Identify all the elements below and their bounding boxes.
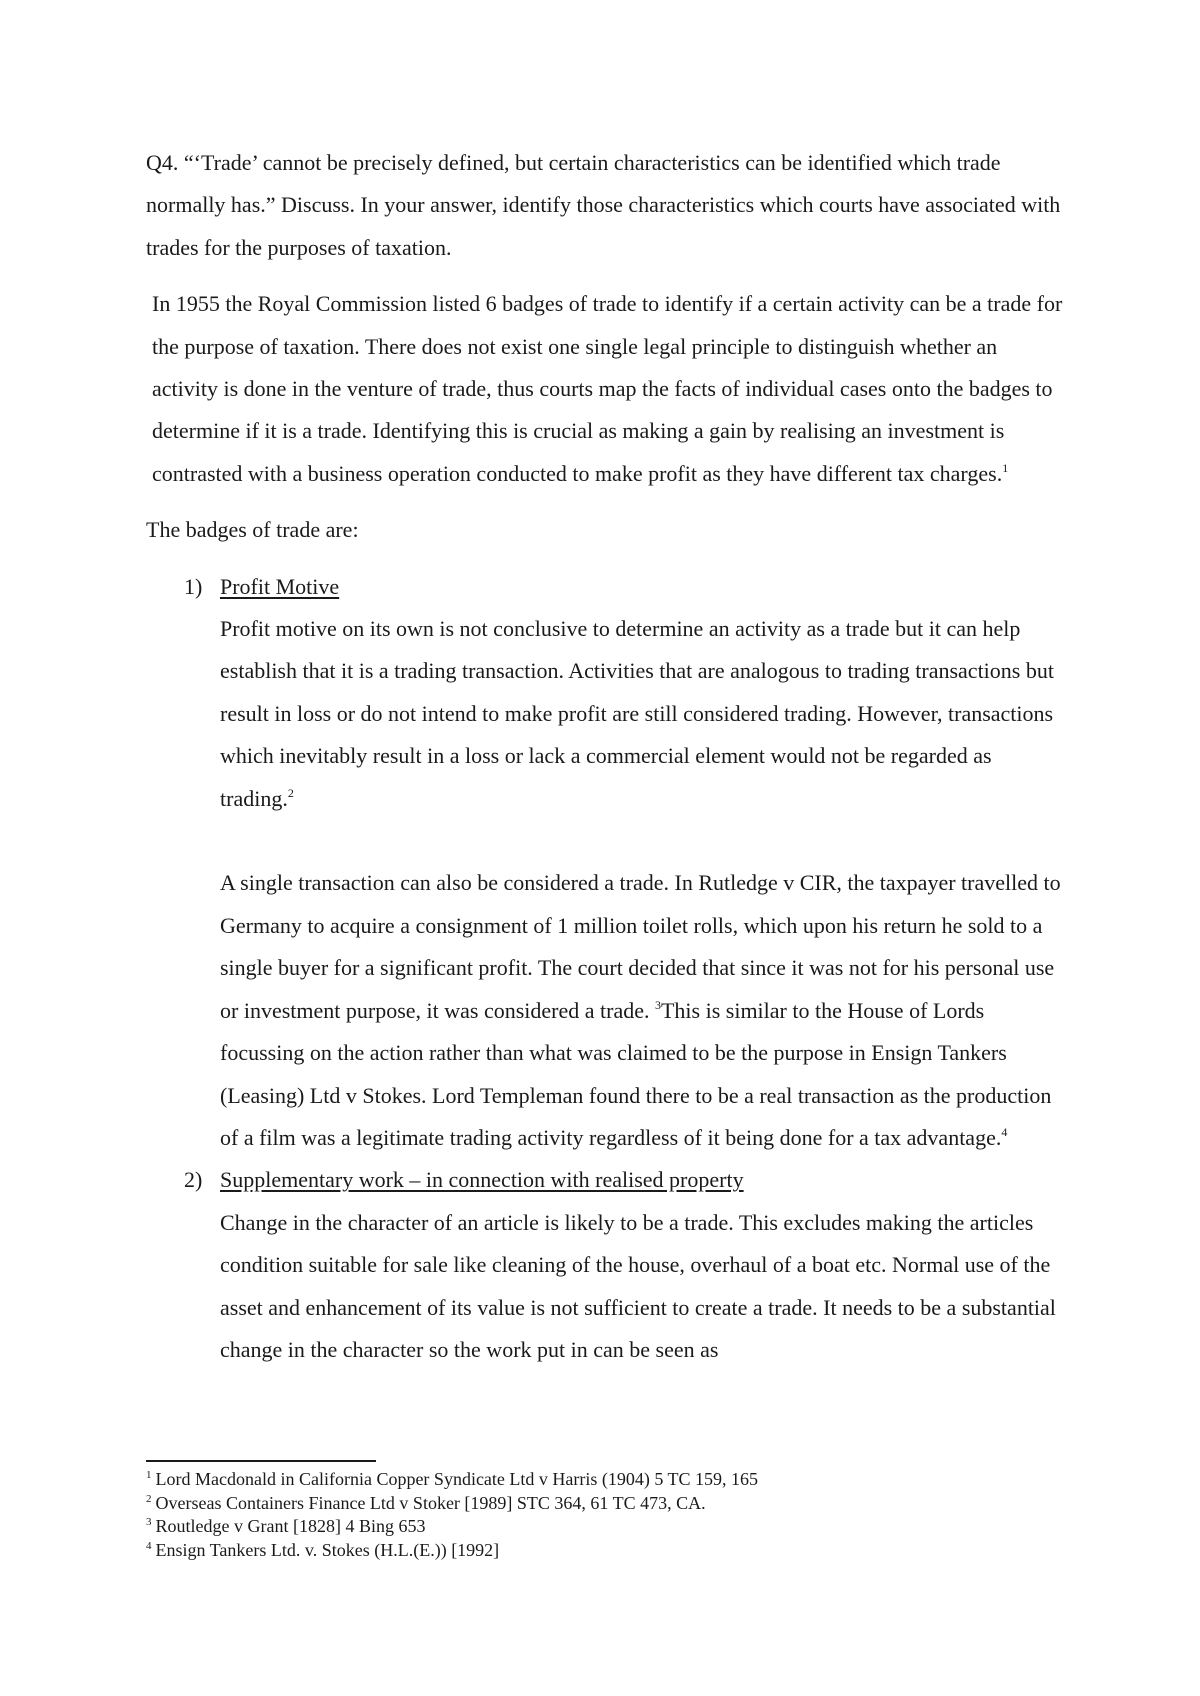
- footnote-number: 2: [146, 1492, 152, 1505]
- badge-paragraph: [220, 862, 1066, 1159]
- badge-paragraph: [220, 608, 1066, 820]
- list-item-supplementary-work: [146, 1159, 1066, 1371]
- question-paragraph: Q4. “‘Trade’ cannot be precisely defined, but certain characteristics can be identified which trade normally has.” Discuss. In your answer, identify those characteristics which courts have associated with trades for the purposes of taxation.: [146, 150, 1061, 260]
- badge-paragraph-text: This is similar to the House of Lords focussing on the action rather than what was claimed to be the purpose in Ensign Tankers (Leasing) Ltd v Stokes. Lord Templeman found there to be a real transaction as the production of a film was a legitimate trading activity regardless of it being done for a tax advantage.: [220, 997, 1052, 1150]
- badges-intro: The badges of trade are:: [146, 517, 359, 543]
- footnote-ref-4[interactable]: 4: [1001, 1124, 1008, 1139]
- badge-heading: Supplementary work – in connection with realised property: [220, 1167, 744, 1193]
- footnote-text: Lord Macdonald in California Copper Syndicate Ltd v Harris (1904) 5 TC 159, 165: [155, 1469, 759, 1489]
- footnote-text: Routledge v Grant [1828] 4 Bing 653: [155, 1516, 426, 1536]
- list-number: 1): [184, 573, 203, 599]
- document-body: [146, 142, 1066, 1371]
- list-item-profit-motive: [146, 566, 1066, 1160]
- badge-paragraph: Change in the character of an article is likely to be a trade. This excludes making the articles condition suitable for sale like cleaning of the house, overhaul of a boat etc. Normal use of the asset and enhancement of its value is not sufficient to create a trade. It needs to be a substantial change in the character so the work put in can be seen as: [220, 1209, 1056, 1362]
- footnote-number: 3: [146, 1516, 152, 1528]
- paragraph-gap: [220, 820, 1066, 862]
- badge-heading: Profit Motive: [220, 573, 340, 599]
- footnotes-section: [146, 1460, 1066, 1562]
- footnote-ref-3[interactable]: 3: [654, 997, 661, 1012]
- badge-paragraph-text: Profit motive on its own is not conclusive to determine an activity as a trade but it can help establish that it is a trading transaction. Activities that are analogous to trading transactions but result in loss or do not intend to make profit are still considered trading. However, transactions which inevitably result in a loss or lack a commercial element would not be regarded as trading.: [220, 616, 1054, 811]
- footnote-separator: [146, 1460, 376, 1462]
- footnote-ref-2[interactable]: 2: [287, 785, 294, 800]
- badge-paragraph-text: A single transaction can also be considered a trade. In Rutledge v CIR, the taxpayer travelled to Germany to acquire a consignment of 1 million toilet rolls, which upon his return he sold to a single buyer for a significant profit. The court decided that since it was not for his personal use or investment purpose, it was considered a trade.: [220, 870, 1061, 1023]
- footnote: [146, 1492, 1066, 1516]
- footnote-text: Ensign Tankers Ltd. v. Stokes (H.L.(E.)) [1992]: [155, 1539, 500, 1560]
- footnote: [146, 1515, 1066, 1539]
- intro-text: In 1955 the Royal Commission listed 6 badges of trade to identify if a certain activity can be a trade for the purpose of taxation. There does not exist one single legal principle to distinguish whether an activity is done in the venture of trade, thus courts map the facts of individual cases onto the badges to determine if it is a trade. Identifying this is crucial as making a gain by realising an investment is contrasted with a business operation conducted to make profit as they have different tax charges.: [152, 291, 1063, 486]
- intro-paragraph: [146, 283, 1066, 495]
- badges-list: [146, 566, 1066, 1372]
- footnote-ref-1[interactable]: 1: [1002, 460, 1009, 475]
- footnote-number: 1: [146, 1469, 152, 1481]
- footnote-text: Overseas Containers Finance Ltd v Stoker [1989] STC 364, 61 TC 473, CA.: [155, 1492, 706, 1513]
- footnote-number: 4: [146, 1539, 152, 1552]
- footnote: [146, 1468, 1066, 1492]
- footnote: [146, 1539, 1066, 1563]
- list-number: 2): [184, 1167, 203, 1193]
